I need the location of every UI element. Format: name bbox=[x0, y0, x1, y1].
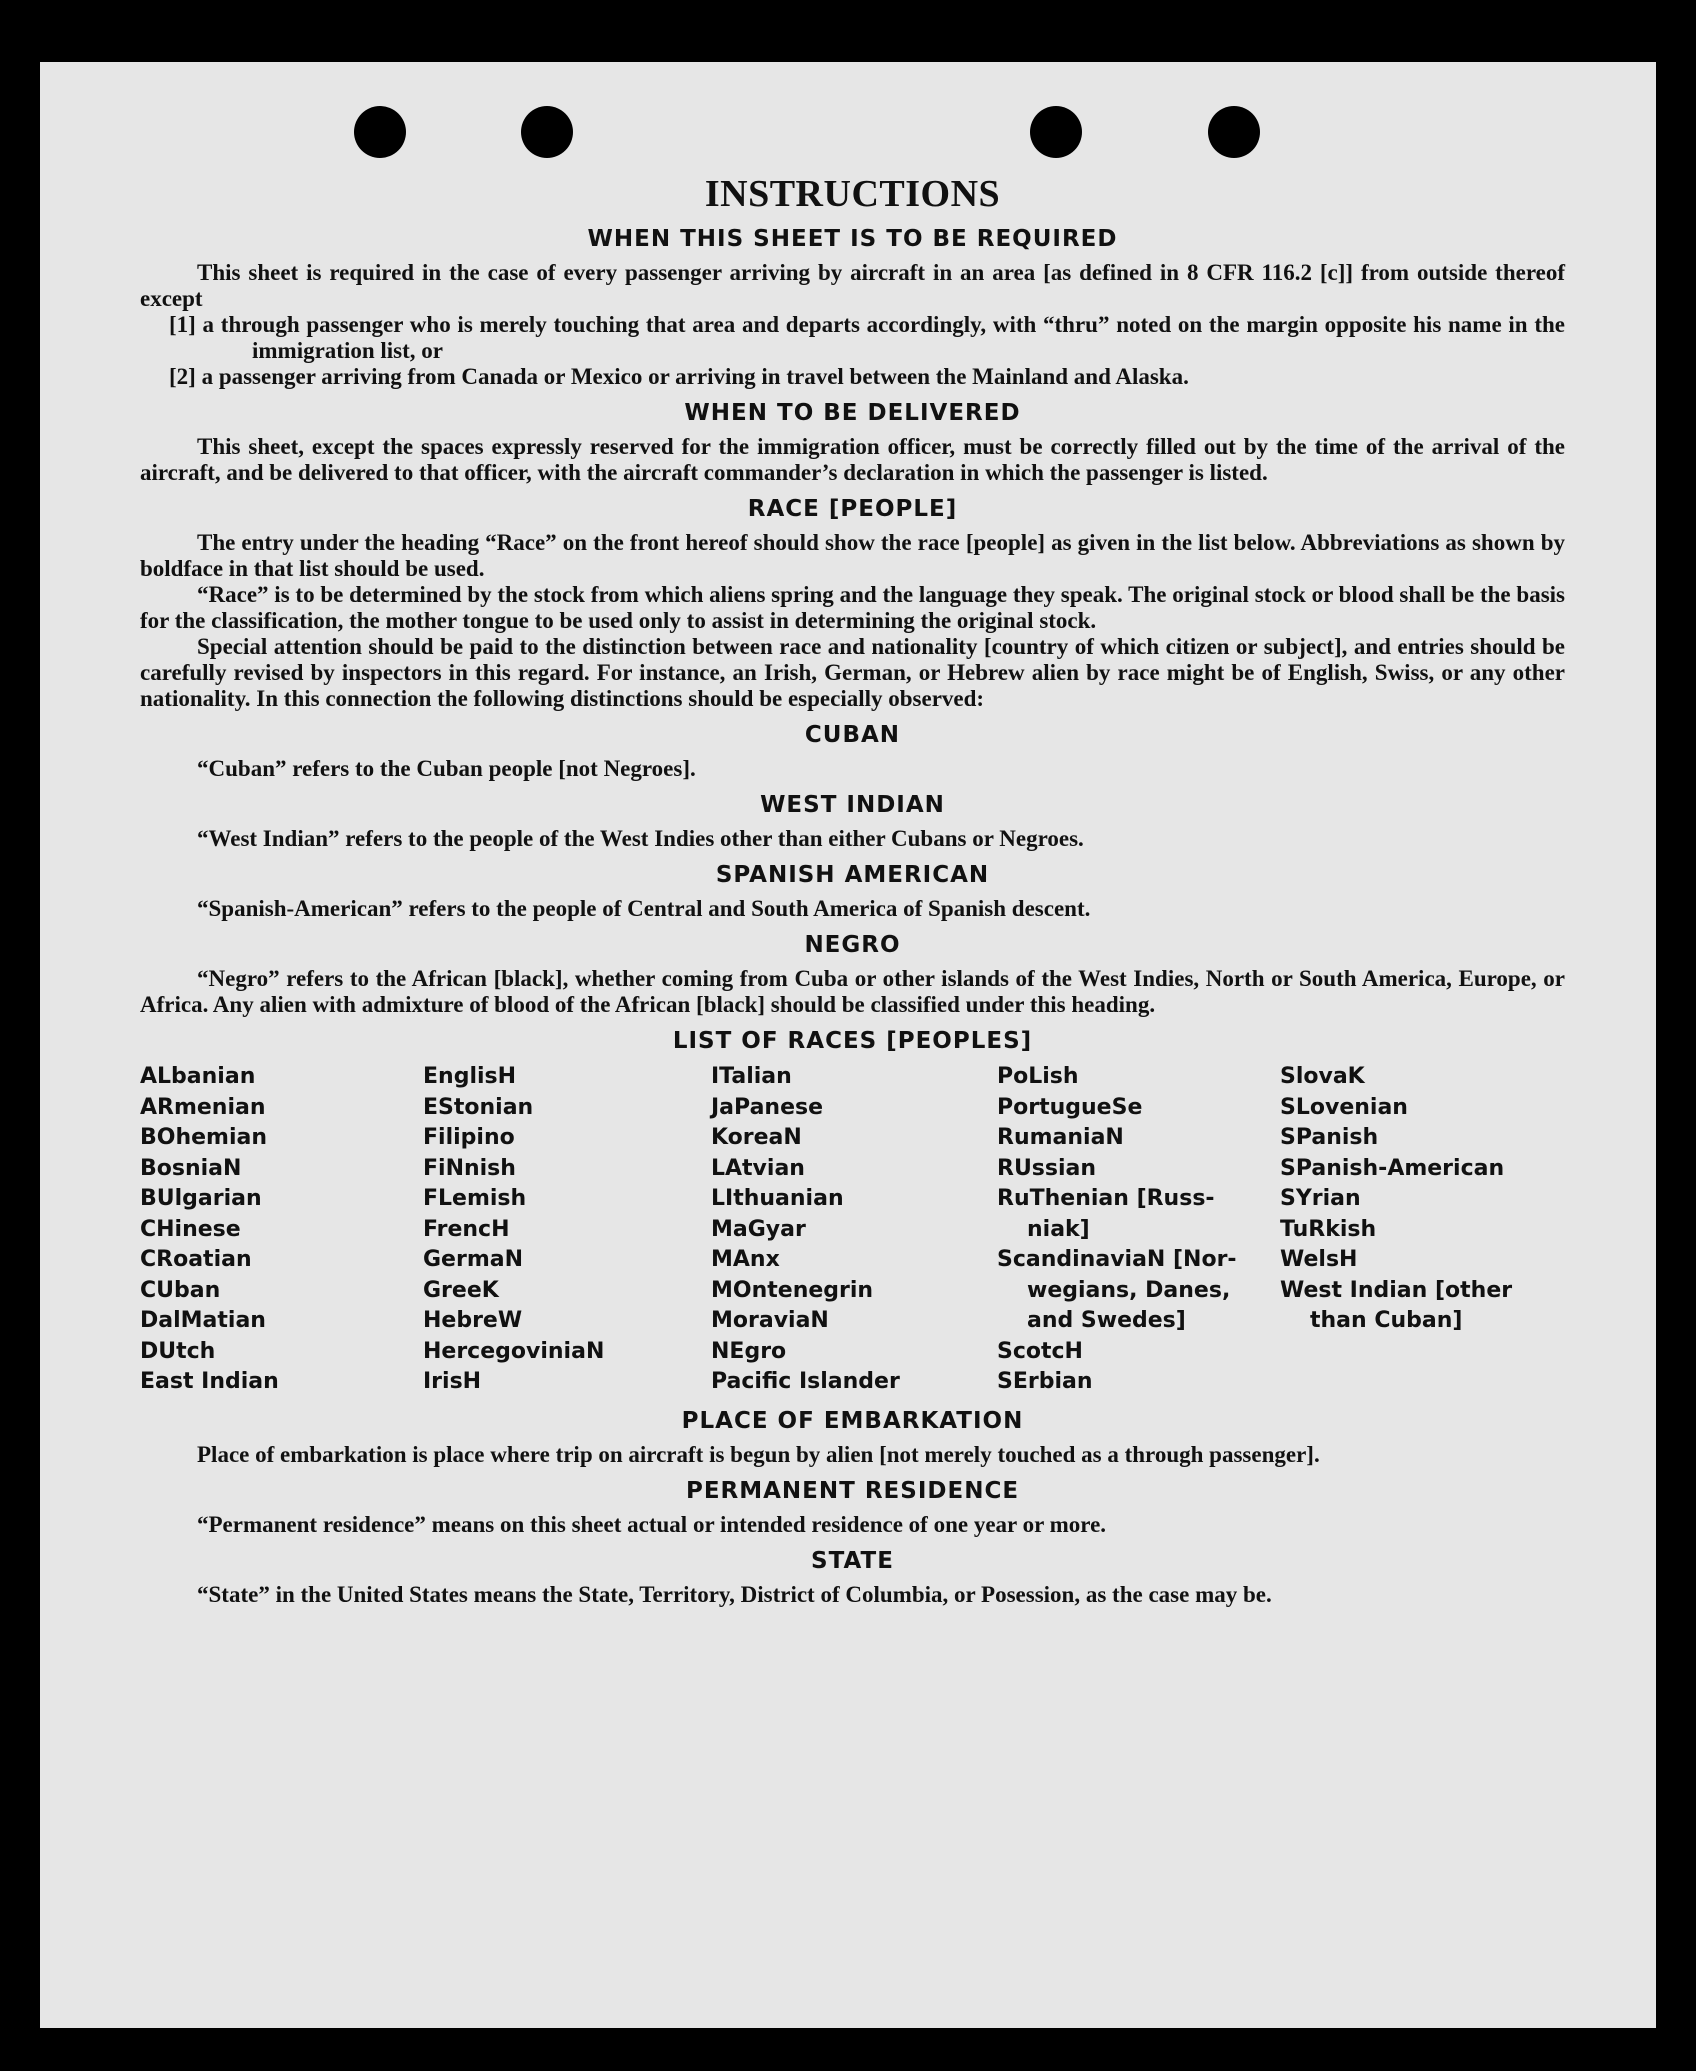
race-item: DUtch bbox=[140, 1338, 216, 1364]
race-item: KoreaN bbox=[711, 1125, 802, 1150]
race-item: and Swedes] bbox=[1027, 1308, 1186, 1333]
race-paragraph-2: “Race” is to be determined by the stock from which aliens spring and the language they speak. The original stock or blood shall be the basis for the classification, the mother tongue to be used only to assist in determining the original stock. bbox=[140, 582, 1565, 633]
race-item: NEgro bbox=[711, 1338, 787, 1364]
heading-when-delivered: WHEN TO BE DELIVERED bbox=[684, 400, 1021, 426]
race-item: MoraviaN bbox=[711, 1308, 829, 1333]
heading-west-indian: WEST INDIAN bbox=[760, 792, 945, 818]
race-item: TuRkish bbox=[1280, 1216, 1377, 1242]
race-item: RUssian bbox=[997, 1155, 1097, 1181]
punch-hole bbox=[1030, 106, 1082, 158]
race-item: Filipino bbox=[423, 1125, 515, 1150]
heading-cuban: CUBAN bbox=[804, 722, 901, 748]
race-item: RumaniaN bbox=[997, 1125, 1124, 1150]
race-item: FLemish bbox=[423, 1186, 527, 1211]
heading-when-required: WHEN THIS SHEET IS TO BE REQUIRED bbox=[587, 226, 1118, 252]
cuban-text: “Cuban” refers to the Cuban people [not Negroes]. bbox=[197, 756, 696, 781]
punch-hole bbox=[1208, 106, 1260, 158]
instructions-content bbox=[140, 172, 1565, 1608]
race-item: HebreW bbox=[423, 1308, 523, 1333]
race-item: HercegoviniaN bbox=[423, 1338, 605, 1364]
race-item: SlovaK bbox=[1280, 1064, 1365, 1089]
race-item: EStonian bbox=[423, 1094, 534, 1120]
race-item: Pacific Islander bbox=[711, 1369, 900, 1394]
page-title: INSTRUCTIONS bbox=[704, 173, 1001, 215]
race-list-column-3 bbox=[711, 1062, 997, 1398]
race-item: SYrian bbox=[1280, 1186, 1361, 1211]
required-item-1: [1] a through passenger who is merely touching that area and departs accordingly, with “thru” noted on the margin opposite his name in the immigration list, or bbox=[169, 312, 1565, 363]
race-item: SPanish-American bbox=[1280, 1155, 1505, 1181]
punch-hole bbox=[521, 106, 573, 158]
heading-race: RACE [PEOPLE] bbox=[747, 496, 958, 522]
race-item: ALbanian bbox=[140, 1064, 256, 1089]
race-item: EnglisH bbox=[423, 1064, 517, 1089]
race-item: wegians, Danes, bbox=[1027, 1277, 1231, 1303]
race-item: East Indian bbox=[140, 1369, 279, 1394]
race-item: WelsH bbox=[1280, 1247, 1358, 1272]
race-item: SLovenian bbox=[1280, 1094, 1408, 1120]
race-item: LIthuanian bbox=[711, 1186, 844, 1211]
race-item: BOhemian bbox=[140, 1125, 268, 1150]
negro-text: “Negro” refers to the African [black], whether coming from Cuba or other islands of the West Indies, North or South America, Europe, or Africa. Any alien with admixture of blood of the African [black] should be classified under this heading. bbox=[140, 966, 1565, 1017]
embarkation-text: Place of embarkation is place where trip on aircraft is begun by alien [not merely touched as a through passenger]. bbox=[197, 1441, 1320, 1467]
race-item: FiNnish bbox=[423, 1155, 516, 1181]
race-item: MaGyar bbox=[711, 1216, 806, 1242]
race-item: West Indian [other bbox=[1280, 1277, 1513, 1303]
heading-place-of-embarkation: PLACE OF EMBARKATION bbox=[681, 1407, 1024, 1434]
punch-hole bbox=[354, 106, 406, 158]
document-sheet bbox=[40, 62, 1656, 2028]
race-item: CUban bbox=[140, 1277, 221, 1303]
race-item: JaPanese bbox=[711, 1094, 824, 1120]
race-item: MOntenegrin bbox=[711, 1277, 874, 1303]
required-item-2: [2] a passenger arriving from Canada or Mexico or arriving in travel between the Mainland and Alaska. bbox=[169, 364, 1189, 389]
residence-text: “Permanent residence” means on this sheet actual or intended residence of one year or more. bbox=[197, 1511, 1107, 1537]
race-item: than Cuban] bbox=[1310, 1308, 1463, 1333]
race-item: IrisH bbox=[423, 1369, 482, 1394]
race-paragraph-1: The entry under the heading “Race” on the front hereof should show the race [people] as given in the list below. Abbreviations as shown by boldface in that list should be used. bbox=[140, 530, 1565, 581]
race-list-column-2 bbox=[423, 1062, 711, 1398]
heading-negro: NEGRO bbox=[804, 932, 901, 958]
race-item: CHinese bbox=[140, 1216, 241, 1242]
race-item: PortugueSe bbox=[997, 1094, 1143, 1120]
race-list-column-5 bbox=[1280, 1062, 1565, 1398]
race-item: FrencH bbox=[423, 1216, 510, 1242]
race-item: LAtvian bbox=[711, 1155, 805, 1181]
race-item: GreeK bbox=[423, 1277, 499, 1303]
race-item: BosniaN bbox=[140, 1155, 242, 1181]
race-item: MAnx bbox=[711, 1247, 780, 1272]
heading-state: STATE bbox=[811, 1547, 894, 1574]
race-item: ITalian bbox=[711, 1064, 792, 1089]
race-list bbox=[140, 1062, 1565, 1398]
race-item: GermaN bbox=[423, 1247, 524, 1272]
heading-spanish-american: SPANISH AMERICAN bbox=[715, 862, 990, 888]
race-item: SPanish bbox=[1280, 1125, 1379, 1150]
race-list-column-4 bbox=[997, 1062, 1280, 1398]
race-item: ScandinaviaN [Nor- bbox=[997, 1247, 1237, 1272]
race-item: BUlgarian bbox=[140, 1186, 262, 1211]
race-item: SErbian bbox=[997, 1369, 1093, 1394]
race-list-column-1 bbox=[140, 1062, 423, 1398]
race-item: ScotcH bbox=[997, 1338, 1083, 1364]
race-item: CRoatian bbox=[140, 1247, 252, 1272]
required-intro: This sheet is required in the case of every passenger arriving by aircraft in an area [as defined in 8 CFR 116.2 [c]] from outside thereof except bbox=[140, 260, 1565, 311]
race-item: PoLish bbox=[997, 1064, 1079, 1089]
race-item: DalMatian bbox=[140, 1308, 266, 1333]
race-paragraph-3: Special attention should be paid to the distinction between race and nationality [country of which citizen or subject], and entries should be carefully revised by inspectors in this regard. For instance, an Irish, German, or Hebrew alien by race might be of English, Swiss, or any other nationality. In this connection the following distinctions should be especially observed: bbox=[140, 634, 1565, 711]
heading-permanent-residence: PERMANENT RESIDENCE bbox=[685, 1477, 1020, 1504]
spanish-american-text: “Spanish-American” refers to the people of Central and South America of Spanish descent. bbox=[197, 896, 1091, 921]
state-text: “State” in the United States means the State, Territory, District of Columbia, or Posession, as the case may be. bbox=[197, 1581, 1272, 1607]
west-indian-text: “West Indian” refers to the people of the West Indies other than either Cubans or Negroes. bbox=[197, 826, 1084, 851]
delivered-text: This sheet, except the spaces expressly reserved for the immigration officer, must be correctly filled out by the time of the arrival of the aircraft, and be delivered to that officer, with the aircraft commander’s declaration in which the passenger is listed. bbox=[140, 434, 1565, 485]
heading-list-of-races: LIST OF RACES [PEOPLES] bbox=[672, 1028, 1033, 1054]
race-item: niak] bbox=[1027, 1216, 1090, 1242]
race-item: RuThenian [Russ- bbox=[997, 1186, 1215, 1211]
race-item: ARmenian bbox=[140, 1094, 266, 1120]
